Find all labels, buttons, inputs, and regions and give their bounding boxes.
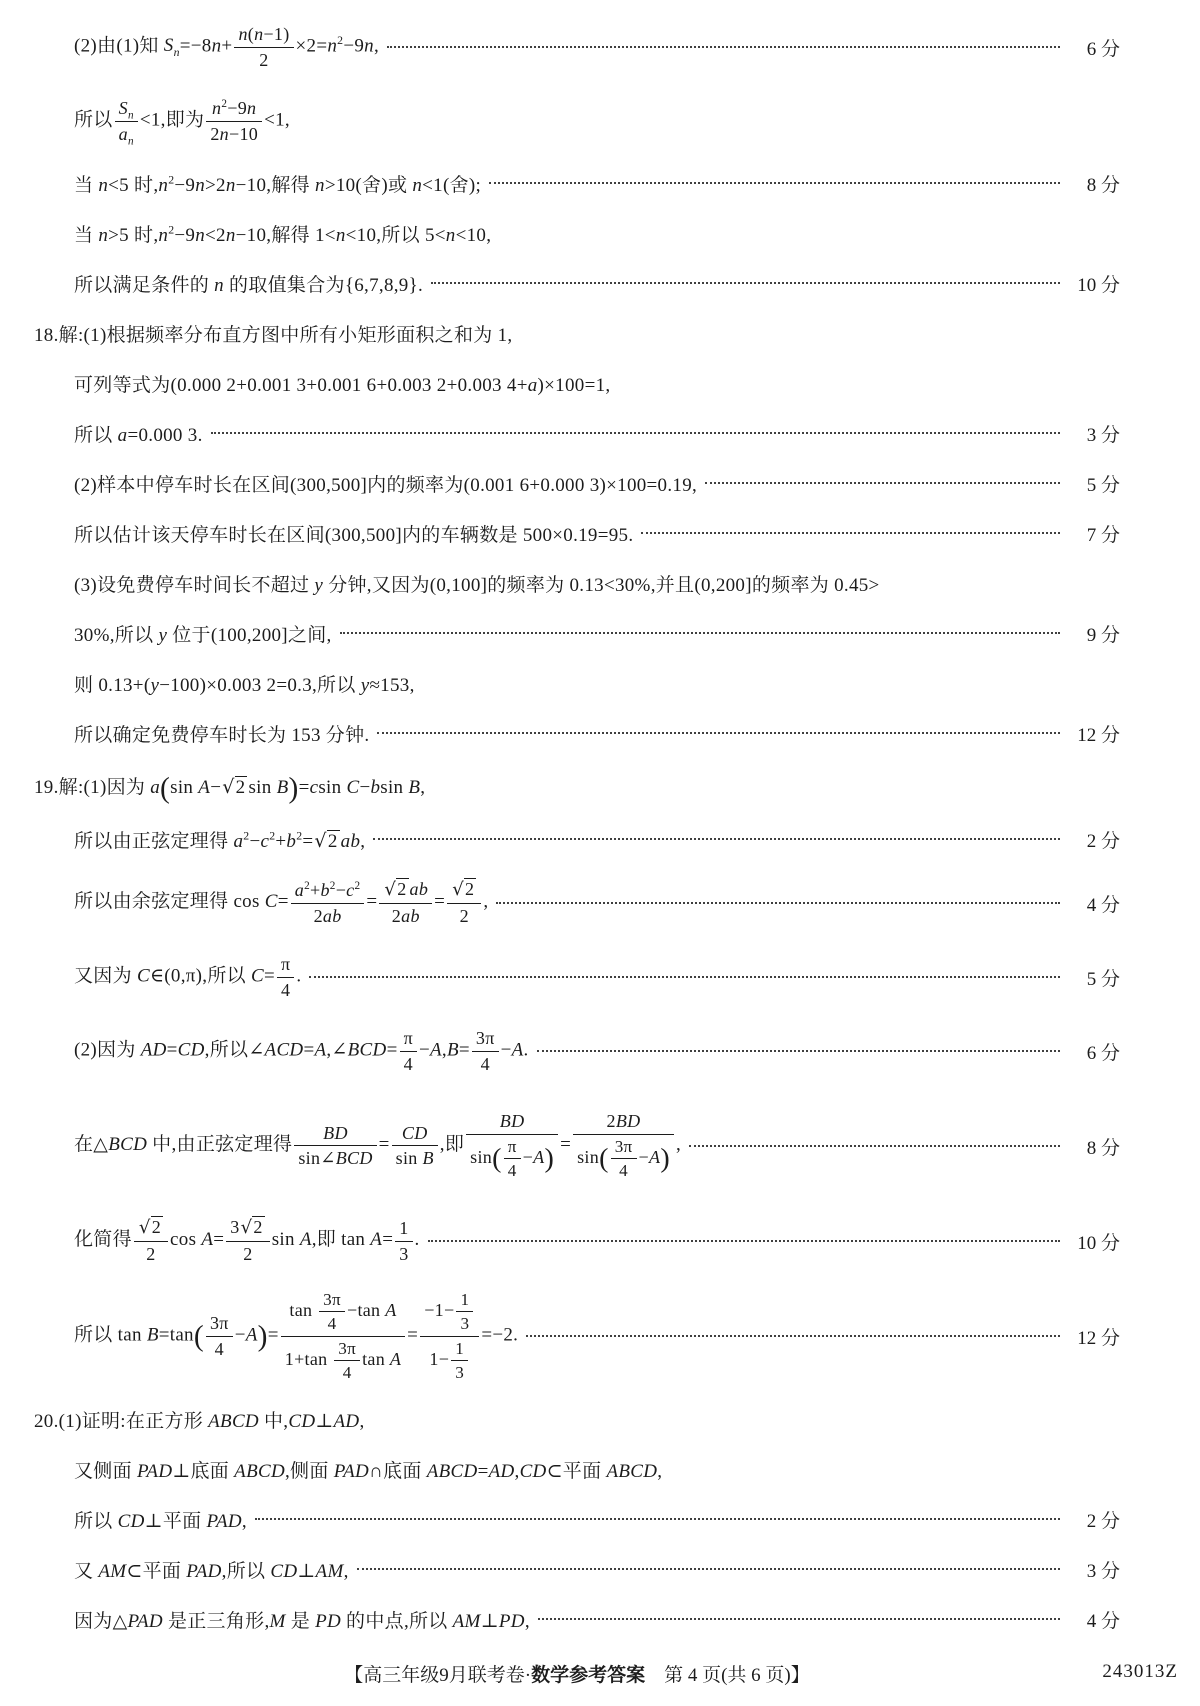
line-content: 因为△PAD 是正三角形,M 是 PD 的中点,所以 AM⊥PD, xyxy=(74,1610,530,1632)
answer-line xyxy=(34,558,1120,608)
answer-line xyxy=(34,308,1120,358)
answer-line xyxy=(34,1444,1120,1494)
dotted-leader xyxy=(526,1335,1060,1337)
score-label: 12 分 xyxy=(1077,724,1120,746)
dotted-leader xyxy=(211,432,1060,434)
line-content: 则 0.13+(y−100)×0.003 2=0.3,所以 y≈153, xyxy=(74,674,415,696)
dotted-leader xyxy=(255,1518,1060,1520)
line-content: 当 n>5 时$,n^2-9n<2n-10$,解得 1<n<10,所以 5<n<10, xyxy=(74,223,492,246)
dotted-leader xyxy=(340,632,1060,634)
line-content: 所以 tan B=tan( $\frac{3\pi}{4}$ −A)= tan $\frac{3\pi}{4}$ −tan A 1+tan $\frac{3\pi}{4}$ tan A = −1− $\frac{1}{3}$ 1− $\frac{1}{3}$ =−2. xyxy=(74,1289,519,1382)
answer-line xyxy=(34,1594,1120,1644)
answer-line xyxy=(34,758,1120,812)
score-label: 9 分 xyxy=(1086,624,1120,646)
line-content: 又因为 C∈(0,π),所以 C= $\frac{\pi}{4}$ . xyxy=(74,953,302,1000)
score-label: 3 分 xyxy=(1086,1560,1120,1582)
answer-line xyxy=(34,1204,1120,1278)
dotted-leader xyxy=(309,976,1060,978)
page-footer xyxy=(34,1660,1178,1687)
answer-line xyxy=(34,408,1120,458)
score-label: 6 分 xyxy=(1086,1042,1120,1064)
line-content: 所以由余弦定理得 cos C= $\frac{a^2+b^2-c^2}{2ab}$ = √ $\frac{2 ab}{2ab}$ = √ $\frac{2}{2}$ , xyxy=(74,878,488,927)
answer-line xyxy=(34,84,1120,158)
answer-line xyxy=(34,658,1120,708)
answer-line xyxy=(34,10,1120,84)
answer-line xyxy=(34,812,1120,866)
dotted-leader xyxy=(705,482,1060,484)
line-content: 可列等式为(0.000 2+0.001 3+0.001 6+0.003 2+0.003 4+a)×100=1, xyxy=(74,374,611,396)
footer-title-prefix: 【高三年级9月联考卷· xyxy=(344,1665,532,1686)
score-label: 2 分 xyxy=(1086,1510,1120,1532)
score-label: 10 分 xyxy=(1077,1232,1120,1254)
score-label: 8 分 xyxy=(1086,1137,1120,1159)
answer-line xyxy=(34,258,1120,308)
line-content: 19.解:(1)因为 a(sin A− √ 2 sin B)=csin C−bsin B, xyxy=(34,772,425,799)
footer-code: 243013Z xyxy=(1102,1661,1178,1682)
line-content: 又 AM⊂平面 PAD,所以 CD⊥AM, xyxy=(74,1560,349,1582)
score-label: 12 分 xyxy=(1077,1327,1120,1349)
score-label: 5 分 xyxy=(1086,474,1120,496)
score-label: 4 分 xyxy=(1086,894,1120,916)
line-content: 30%,所以 y 位于(100,200]之间, xyxy=(74,624,332,646)
answer-line xyxy=(34,358,1120,408)
line-content: (3)设免费停车时间长不超过 y 分钟,又因为(0,100]的频率为 0.13<30%,并且(0,200]的频率为 0.45> xyxy=(74,574,880,596)
answer-line xyxy=(34,940,1120,1014)
line-content: 20.(1)证明:在正方形 ABCD 中,CD⊥AD, xyxy=(34,1410,365,1432)
line-content: 当 n<5 时$,n^2-9n>2n-10$,解得 n>10(舍)或 n<1(舍); xyxy=(74,173,482,196)
score-label: 2 分 xyxy=(1086,830,1120,852)
answer-line xyxy=(34,508,1120,558)
line-content: 在△BCD 中,由正弦定理得 BD sin∠BCD = $\frac{CD}{\text{sin B}}$ ,即 BD sin( $\frac{\pi}{4}$ −A) = 2BD sin( $\frac{3\pi}{4}$ −A) , xyxy=(74,1111,681,1181)
answer-line xyxy=(34,458,1120,508)
line-content: (2)因为 AD=CD,所以∠ACD=A,∠BCD= $\frac{\pi}{4}$ −A,B= $\frac{3\pi}{4}$ −A. xyxy=(74,1027,529,1074)
line-content: 又侧面 PAD⊥底面 ABCD,侧面 PAD∩底面 ABCD=AD,CD⊂平面 ABCD, xyxy=(74,1460,663,1482)
dotted-leader xyxy=(689,1145,1060,1147)
answer-line xyxy=(34,1544,1120,1594)
score-label: 6 分 xyxy=(1086,38,1120,60)
answer-line xyxy=(34,1088,1120,1204)
dotted-leader xyxy=(538,1618,1060,1620)
footer-title-bold: 数学参考答案 xyxy=(531,1665,646,1686)
answer-line xyxy=(34,1394,1120,1444)
dotted-leader xyxy=(489,182,1060,184)
dotted-leader xyxy=(496,902,1060,904)
answer-line xyxy=(34,1494,1120,1544)
score-label: 8 分 xyxy=(1086,174,1120,196)
dotted-leader xyxy=(357,1568,1060,1570)
answer-line xyxy=(34,158,1120,208)
score-label: 4 分 xyxy=(1086,1610,1120,1632)
line-content: (2)样本中停车时长在区间(300,500]内的频率为(0.001 6+0.000 3)×100=0.19, xyxy=(74,474,698,496)
dotted-leader xyxy=(428,1240,1060,1242)
line-content: 所以 CD⊥平面 PAD, xyxy=(74,1510,247,1532)
line-content: 所以 a=0.000 3. xyxy=(74,424,203,446)
answer-line xyxy=(34,1014,1120,1088)
answer-line xyxy=(34,708,1120,758)
answer-line xyxy=(34,866,1120,940)
answer-lines xyxy=(34,10,1120,1644)
dotted-leader xyxy=(431,282,1060,284)
score-label: 5 分 xyxy=(1086,968,1120,990)
score-label: 3 分 xyxy=(1086,424,1120,446)
line-content: 所以估计该天停车时长在区间(300,500]内的车辆数是 500×0.19=95. xyxy=(74,524,634,546)
dotted-leader xyxy=(377,732,1060,734)
line-content: 化简得 √ $\frac{2}{2}$ cos A= $\frac{3 √ 2}{2}$ sin A,即 tan A= $\frac{1}{3}$ . xyxy=(74,1216,420,1265)
dotted-leader xyxy=(537,1050,1060,1052)
dotted-leader xyxy=(641,532,1060,534)
score-label: 7 分 xyxy=(1086,524,1120,546)
answer-line xyxy=(34,608,1120,658)
line-content: 18.解:(1)根据频率分布直方图中所有小矩形面积之和为 1, xyxy=(34,324,513,346)
footer-title xyxy=(344,1665,810,1686)
footer-title-suffix: 第 4 页(共 6 页)】 xyxy=(645,1665,810,1686)
line-content: 所以确定免费停车时长为 153 分钟. xyxy=(74,724,370,746)
answer-line xyxy=(34,1278,1120,1394)
line-content: 所以由正弦定理得 $a^2-c^2+b^2=$ √ 2 ab, xyxy=(74,826,365,853)
line-content: 所以满足条件的 n 的取值集合为{6,7,8,9}. xyxy=(74,274,424,296)
line-content: (2)由(1)知 $S_n=-8n+$ $\frac{n(n-1)}{2}$ $\times 2=n^2-9n$, xyxy=(74,23,380,70)
answer-line xyxy=(34,208,1120,258)
dotted-leader xyxy=(387,46,1060,48)
score-label: 10 分 xyxy=(1077,274,1120,296)
dotted-leader xyxy=(373,838,1060,840)
line-content: 所以 $\frac{S_n}{a_n}$ <1,即为 $\frac{n^2-9n}{2n-10}$ <1, xyxy=(74,97,290,148)
